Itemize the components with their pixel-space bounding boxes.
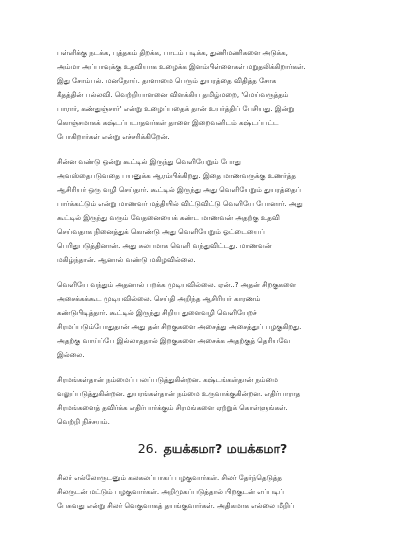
section-heading bbox=[57, 440, 368, 458]
text-line: பள்ளிக்கு நடக்க, புத்தகம் திறக்க, பாடம் படிக்க, துணிமணிகளை அடுக்க, bbox=[57, 48, 288, 57]
text-line: செய்வதாக நினைத்துக் கொண்டு அது வெளியேறும் ஓட்டையைப் bbox=[57, 227, 265, 236]
text-line: கூட்டில் இருந்து வரும் வேதனையைக் கண்ட மாணவன் அதற்கு உதவி bbox=[57, 213, 280, 222]
paragraph-5 bbox=[57, 471, 368, 513]
text-line: பெரிதுபடுத்தினான். அது சுலபமாக வெளி வந்துவிட்டது. மாணவன் bbox=[57, 241, 272, 250]
text-line: போகிறார்கள் என்று எச்சரிக்கிறேன். bbox=[57, 132, 170, 141]
text-line: இது சோம்பல். மனநோய். தாளாமை பெரும் துயரத்தை விதித்த சோக bbox=[57, 76, 277, 85]
text-line: கொஞ்சமாகக் கஷ்டப்படாதவர்கள் தாளை இறைவனிடம் கஷ்டப்பட்ட bbox=[57, 118, 279, 127]
text-line: மகிழ்ந்தான். ஆனால் வண்டு மகிழவில்லை. bbox=[57, 255, 196, 264]
section-number: 26. bbox=[137, 441, 158, 456]
text-line: கண்டுபிடித்தார். கூட்டில் இருந்து சிறிய துளைவழி வெளியேறச் bbox=[57, 308, 257, 317]
text-line: வலுப்படுத்துகின்றன. துயரங்கள்தான் நம்மை உருவாக்குகின்றன. எதிர்பாராத bbox=[57, 389, 301, 398]
text-line: வெளியே வந்தும் அதனால் பறக்க முடியவில்லை. ஏன்..? அதன் சிறகுகளை bbox=[57, 280, 297, 289]
text-line: பாரார், கண்துஞ்சார்' என்று உழைப்பதைக் தான் உயர்த்திப் பேசியது. இன்று bbox=[57, 104, 295, 113]
text-line: சிரமங்களைத் தவிர்க்க எதிர்பார்க்கும் சிரமங்களை ஏற்றுக் கொள்ளுங்கள். bbox=[57, 403, 288, 412]
text-line: இல்லை. bbox=[57, 350, 85, 359]
text-line: சிரமங்கள்தான் நம்மைப் பலப்படுத்துகின்றன. கஷ்டங்கள்தான் நம்மை bbox=[57, 375, 278, 384]
text-line: சிலர் எல்லோருடனும் கலகலப்பாகப் பழகுவார்கள். சிலர் தேர்ந்தெடுத்த bbox=[57, 473, 282, 482]
text-line: அதற்கு வாய்ப்பே இல்லாததால் இறகுகளை அசைக்க அதற்குத் தெரியவே bbox=[57, 336, 291, 345]
text-line: அசைக்கக்கூட முடியவில்லை. செய்தி அறிந்த ஆசிரியர் காரணம் bbox=[57, 294, 261, 303]
section-title: தயக்கமா? மயக்கமா? bbox=[163, 441, 288, 456]
text-line: கீதத்தின் பல்லவி. வெற்றியாளனை விளக்கிய தமிழ்மறை, 'மெய்வருத்தம் bbox=[57, 90, 289, 99]
text-line: பேசுவது என்று சிலர் வெகுவாகத் தயங்குவார்கள். அதிகமாக எல்லை மீறிப் bbox=[57, 501, 295, 510]
text-line: சிரமப்படும்போதுதான் அது தன் சிறகுகளை அசைத்து அசைத்துப் பழகுகிறது. bbox=[57, 322, 302, 331]
paragraph-1 bbox=[57, 46, 368, 144]
text-line: வெற்றி நிச்சயம். bbox=[57, 417, 110, 426]
text-line: சிலருடன் மட்டும் பழகுவார்கள். அறிமுகப்படுத்தால் பிறகுடன் எப்படிப் bbox=[57, 487, 284, 496]
text-line: ஆசிரியர் ஒரு வழி செய்தார். கூட்டில் இருந்து அது வெளியேறும் துயரத்தைப் bbox=[57, 185, 301, 194]
text-line: பார்க்கட்டும் என்று மாணவர் மத்தியில் விட்டுவிட்டு வெளியே போனார். அது bbox=[57, 199, 303, 208]
text-line: அவஸ்தைபடுவதை பயனுக்க ஆரம்பிக்கிறது. இதை மாணவருக்கு உணர்த்த bbox=[57, 171, 296, 180]
text-line: அம்மா அப்பாவுக்கு உதவியாக உழைக்க இளம்பிள்ளைகள் மறுதலிக்கிறார்கள். bbox=[57, 62, 306, 71]
paragraph-2 bbox=[57, 155, 368, 267]
paragraph-4 bbox=[57, 373, 368, 429]
paragraph-3 bbox=[57, 278, 368, 362]
text-line: சின்ன வண்டு ஒன்று கூட்டில் இருந்து வெளியேறும் போது bbox=[57, 157, 241, 166]
